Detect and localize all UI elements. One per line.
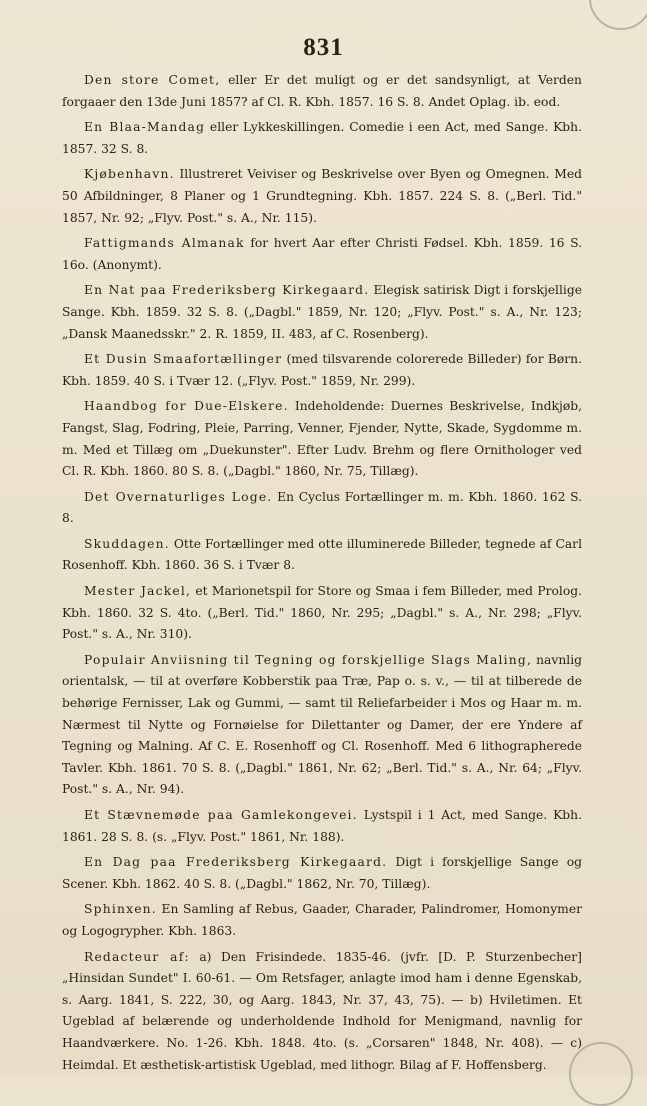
bibliography-entry: [62, 117, 582, 160]
bibliography-entry: [62, 396, 582, 482]
entry-title: En Dag paa Frederiksberg Kirkegaard.: [84, 855, 388, 870]
bibliography-entry: [62, 947, 582, 1077]
entry-title: Et Dusin Smaafortællinger: [84, 352, 283, 367]
bibliography-entries: [62, 70, 582, 1080]
entry-text: for hvert Aar efter Christi Fødsel. Kbh. 1859. 16 S. 16o. (Anonymt).: [62, 236, 582, 272]
bibliography-entry: [62, 280, 582, 345]
entry-text: Illustreret Veiviser og Beskrivelse over Byen og Omegnen. Med 50 Afbildninger, 8 Planer og 1 Grundtegning. Kbh. 1857. 224 S. 8. („Berl. Tid." 1857, Nr. 92; „Flyv. Post." s. A., Nr. 115).: [62, 167, 582, 225]
bibliography-entry: [62, 349, 582, 392]
bibliography-entry: [62, 487, 582, 530]
entry-title: En Blaa-Mandag: [84, 120, 206, 135]
entry-title: Kjøbenhavn.: [84, 167, 175, 182]
entry-title: Mester Jackel,: [84, 584, 192, 599]
entry-text: Elegisk satirisk Digt i forskjellige Sange. Kbh. 1859. 32 S. 8. („Dagbl." 1859, Nr. 120; „Flyv. Post." s. A., Nr. 123; „Dansk Maanedsskr." 2. R. 1859, II. 483, af C. Rosenberg).: [62, 283, 582, 341]
bibliography-entry: [62, 581, 582, 646]
corner-stamp-mark: [589, 0, 647, 30]
entry-title: Fattigmands Almanak: [84, 236, 245, 251]
entry-text: navnlig orientalsk, — til at overføre Kobberstik paa Træ, Pap o. s. v., — til at tilberede de behørige Fernisser, Lak og Gummi, — samt til Reliefarbeider i Mos og Haar m. m. Nærmest til Nytte og Fornøielse for Dilettanter og Damer, der ere Yndere af Tegning og Malning. Af C. E. Rosenhoff og Cl. Rosenhoff. Med 6 lithographerede Tavler. Kbh. 1861. 70 S. 8. („Dagbl." 1861, Nr. 62; „Berl. Tid." s. A., Nr. 64; „Flyv. Post." s. A., Nr. 94).: [62, 652, 582, 797]
entry-text: En Cyclus Fortællinger m. m. Kbh. 1860. 162 S. 8.: [62, 489, 582, 526]
entry-text: En Samling af Rebus, Gaader, Charader, Palindromer, Homonymer og Logogrypher. Kbh. 1863.: [62, 902, 582, 938]
bibliography-entry: [62, 164, 582, 229]
entry-text: Lystspil i 1 Act, med Sange. Kbh. 1861. 28 S. 8. (s. „Flyv. Post." 1861, Nr. 188).: [62, 808, 582, 844]
bibliography-entry: [62, 852, 582, 895]
entry-title: Det Overnaturliges Loge.: [84, 489, 273, 504]
bibliography-entry: [62, 805, 582, 848]
entry-text: a) Den Frisindede. 1835-46. (jvfr. [D. P. Sturzenbecher] „Hinsidan Sundet" I. 60-61. — Om Retsfager, anlagte imod ham i denne Egenskab, s. Aarg. 1841, S. 222, 30, og Aarg. 1843, Nr. 37, 43, 75). — b) Hviletimen. Et Ugeblad af belærende og underholdende Indhold for Menigmand, navnlig for Haandværkere. No. 1-26. Kbh. 1848. 4to. (s. „Corsaren" 1848, Nr. 408). — c) Heimdal. Et æsthetisk-artistisk Ugeblad, med lithogr. Bilag af F. Hoffensberg.: [62, 949, 582, 1072]
page-number: 831: [303, 34, 344, 61]
entry-title: Populair Anviisning til Tegning og forskjellige Slags Maling,: [84, 652, 533, 667]
entry-text: Indeholdende: Duernes Beskrivelse, Indkjøb, Fangst, Slag, Fodring, Pleie, Parring, Venner, Fjender, Nytte, Skade, Sygdomme m. m. Med et Tillæg om „Duekunster". Efter Ludv. Brehm og flere Ornithologer ved Cl. R. Kbh. 1860. 80 S. 8. („Dagbl." 1860, Nr. 75, Tillæg).: [62, 399, 582, 479]
entry-text: et Marionetspil for Store og Smaa i fem Billeder, med Prolog. Kbh. 1860. 32 S. 4to. („Berl. Tid." 1860, Nr. 295; „Dagbl." s. A., Nr. 298; „Flyv. Post." s. A., Nr. 310).: [62, 584, 583, 642]
entry-text: eller Er det muligt og er det sandsynligt, at Verden forgaaer den 13de Juni 1857? af Cl. R. Kbh. 1857. 16 S. 8. Andet Oplag. ib. eod.: [62, 73, 582, 109]
bibliography-entry: [62, 650, 582, 801]
bibliography-entry: [62, 899, 582, 942]
entry-text: Otte Fortællinger med otte illuminerede Billeder, tegnede af Carl Rosenhoff. Kbh. 1860. 36 S. i Tvær 8.: [62, 536, 582, 573]
entry-title: Skuddagen.: [84, 536, 170, 551]
bibliography-entry: [62, 534, 582, 577]
entry-text: Digt i forskjellige Sange og Scener. Kbh. 1862. 40 S. 8. („Dagbl." 1862, Nr. 70, Tillæg).: [62, 855, 582, 891]
entry-title: Et Stævnemøde paa Gamlekongevei.: [84, 808, 358, 822]
entry-title: Redacteur af:: [84, 949, 190, 964]
entry-text: eller Lykkeskillingen. Comedie i een Act, med Sange. Kbh. 1857. 32 S. 8.: [62, 120, 582, 156]
bibliography-entry: [62, 233, 582, 276]
bibliography-entry: [62, 70, 582, 113]
entry-title: En Nat paa Frederiksberg Kirkegaard.: [84, 283, 370, 298]
entry-text: (med tilsvarende colorerede Billeder) for Børn. Kbh. 1859. 40 S. i Tvær 12. („Flyv. Post." 1859, Nr. 299).: [62, 352, 582, 388]
entry-title: Haandbog for Due-Elskere.: [84, 399, 289, 414]
entry-title: Sphinxen.: [84, 902, 157, 917]
entry-title: Den store Comet,: [84, 73, 221, 87]
